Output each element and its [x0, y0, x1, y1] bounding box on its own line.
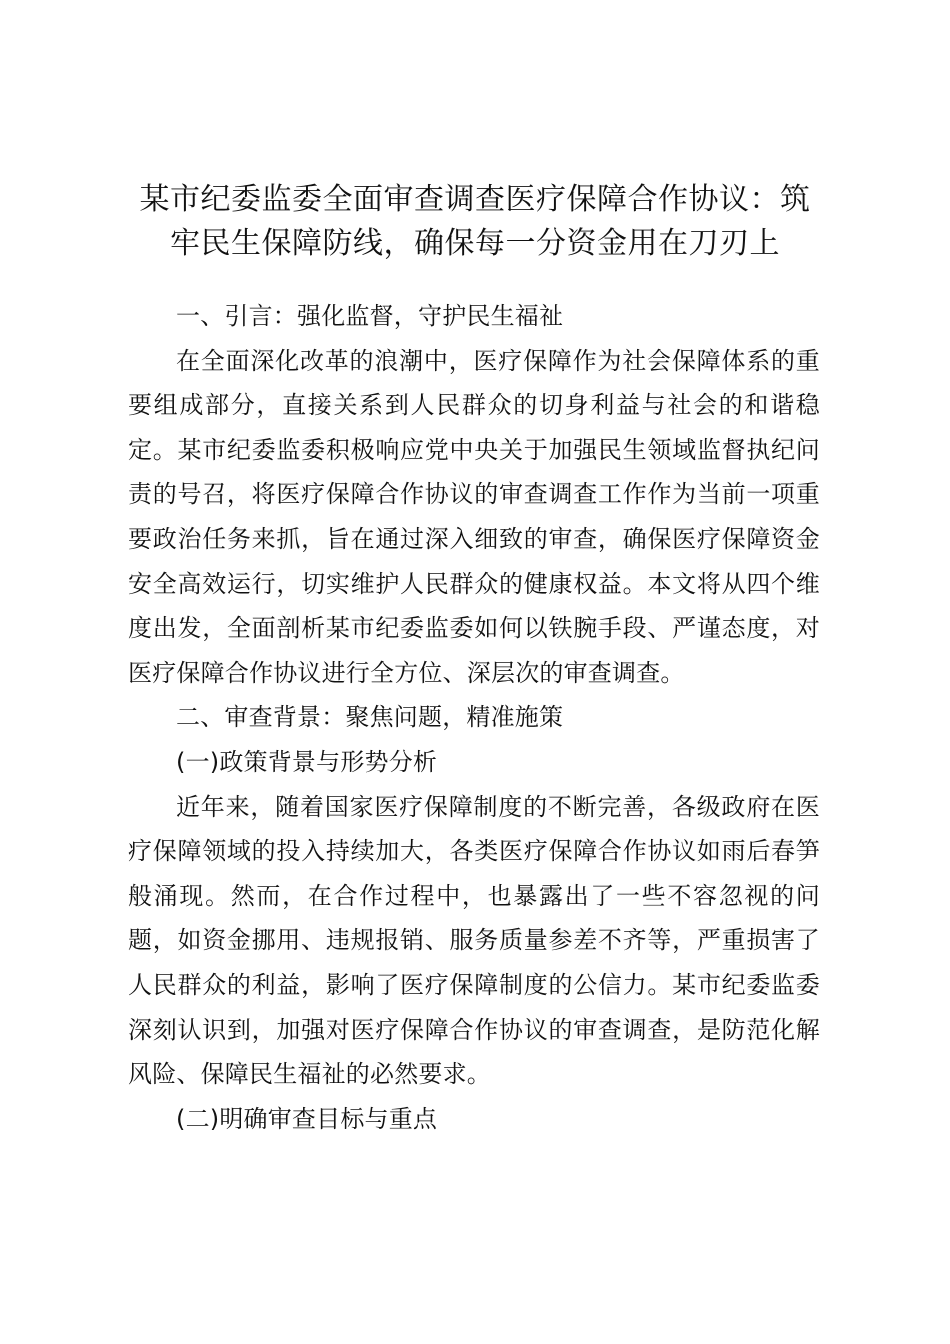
- paragraph-intro: 在全面深化改革的浪潮中，医疗保障作为社会保障体系的重要组成部分，直接关系到人民群众的切身利益与社会的和谐稳定。某市纪委监委积极响应党中央关于加强民生领域监督执纪问责的号召，将医疗保障合作协议的审查调查工作作为当前一项重要政治任务来抓，旨在通过深入细致的审查，确保医疗保障资金安全高效运行，切实维护人民群众的健康权益。本文将从四个维度出发，全面剖析某市纪委监委如何以铁腕手段、严谨态度，对医疗保障合作协议进行全方位、深层次的审查调查。: [128, 346, 820, 687]
- subheading-review-goals: (二)明确审查目标与重点: [176, 1104, 438, 1133]
- subheading-policy-background: (一)政策背景与形势分析: [176, 747, 438, 776]
- document-title: 某市纪委监委全面审查调查医疗保障合作协议：筑牢民生保障防线，确保每一分资金用在刀刃上: [139, 182, 811, 261]
- section-heading-background: 二、审查背景：聚焦问题，精准施策: [176, 703, 564, 732]
- section-heading-intro: 一、引言：强化监督，守护民生福祉: [176, 302, 564, 330]
- document-body: [128, 294, 820, 1141]
- paragraph-policy-background: 近年来，随着国家医疗保障制度的不断完善，各级政府在医疗保障领域的投入持续加大，各类医疗保障合作协议如雨后春笋般涌现。然而，在合作过程中，也暴露出了一些不容忽视的问题，如资金挪用、违规报销、服务质量参差不齐等，严重损害了人民群众的利益，影响了医疗保障制度的公信力。某市纪委监委深刻认识到，加强对医疗保障合作协议的审查调查，是防范化解风险、保障民生福祉的必然要求。: [128, 792, 820, 1089]
